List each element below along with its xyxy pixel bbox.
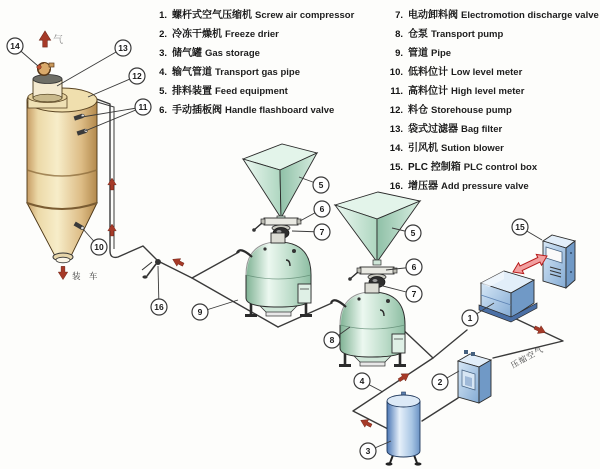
legend-item-en: Transport gas pipe: [215, 67, 300, 78]
callout-10: [83, 229, 107, 255]
legend-item-en: Storehouse pump: [431, 105, 512, 116]
freeze-drier: [458, 350, 491, 403]
callout-15: [512, 219, 542, 240]
svg-text:12: 12: [132, 71, 142, 81]
legend-item-en: Add pressure valve: [441, 181, 529, 192]
svg-text:5: 5: [318, 180, 324, 190]
flow-arrow-compressed-air: [533, 324, 547, 337]
svg-text:9: 9: [197, 307, 203, 317]
callout-13: [57, 40, 131, 86]
callout-4: [354, 373, 383, 392]
flow-arrow-conveying: [171, 256, 185, 269]
gas-label: 气: [53, 35, 63, 46]
transport-pump-2: [331, 283, 406, 367]
svg-text:13: 13: [118, 43, 128, 53]
flow-arrow-riser: [108, 224, 117, 236]
screw-air-compressor: [479, 271, 537, 322]
legend-item-number: 4.: [159, 67, 167, 78]
legend-item-en: Sution blower: [441, 143, 504, 154]
callout-2: [432, 371, 459, 390]
callout-16: [151, 266, 167, 315]
legend-item-zh: 输气管道: [172, 67, 212, 78]
legend-item-en: Screw air compressor: [255, 10, 355, 21]
legend-item-number: 11.: [390, 86, 403, 97]
legend-item-en: Bag filter: [461, 124, 503, 135]
legend-item-number: 12.: [389, 105, 403, 116]
legend-item-zh: 储气罐: [172, 48, 202, 59]
svg-text:15: 15: [515, 222, 525, 232]
legend-item-zh: 螺杆式空气压缩机: [172, 10, 252, 21]
legend-item-zh: 袋式过滤器: [408, 124, 458, 135]
feed-hopper-1: [243, 144, 317, 221]
pump1-discharge-pipe: [192, 252, 239, 278]
svg-text:4: 4: [359, 376, 365, 386]
svg-text:10: 10: [94, 242, 104, 252]
legend-item-zh: 增压器: [408, 181, 438, 192]
legend-item-zh: PLC 控制箱: [408, 162, 461, 173]
legend-item-en: Feed equipment: [215, 86, 288, 97]
pipes: [94, 98, 563, 429]
callout-5-hopper1: [299, 177, 329, 193]
legend-item-number: 16.: [389, 181, 403, 192]
legend-item-zh: 仓泵: [408, 29, 428, 40]
legend-item-number: 9.: [395, 48, 403, 59]
legend-item-number: 14.: [389, 143, 403, 154]
legend-item-en: Low level meter: [451, 67, 523, 78]
compressed-air-label: 压缩空气: [509, 344, 546, 371]
suction-blower: [37, 63, 54, 76]
flow-arrow-air: [397, 370, 412, 384]
svg-text:7: 7: [411, 289, 417, 299]
legend-item-zh: 电动卸料阀: [408, 10, 458, 21]
callout-14: [7, 38, 38, 66]
legend-item-zh: 手动插板阀: [172, 105, 222, 116]
hopper-neck: [373, 260, 381, 265]
legend-item-number: 8.: [395, 29, 403, 40]
callout-7-hopper1: [292, 224, 330, 240]
legend-item-number: 2.: [159, 29, 167, 40]
legend-item-number: 1.: [159, 10, 167, 21]
svg-text:6: 6: [319, 204, 325, 214]
flow-arrow-discharge: [58, 266, 68, 279]
svg-text:5: 5: [410, 228, 416, 238]
svg-text:2: 2: [437, 377, 443, 387]
svg-text:11: 11: [138, 102, 148, 112]
flow-arrow-riser: [108, 178, 117, 190]
svg-text:6: 6: [411, 262, 417, 272]
callout-12: [88, 68, 145, 97]
legend-item-zh: 料仓: [408, 105, 428, 116]
legend-item-number: 3.: [159, 48, 167, 59]
signal-double-arrow: [513, 254, 547, 273]
legend-item-number: 6.: [159, 105, 167, 116]
legend-item-en: Freeze drier: [225, 29, 279, 40]
svg-text:14: 14: [10, 41, 20, 51]
legend-item-en: PLC control box: [463, 162, 538, 173]
plc-control-box: [543, 235, 575, 288]
legend-item-zh: 冷冻干燥机: [172, 29, 222, 40]
legend-item-zh: 排料装置: [172, 86, 212, 97]
svg-text:16: 16: [154, 302, 164, 312]
air-pipe-drier-to-tank: [422, 398, 458, 421]
gas-storage-tank: [386, 392, 422, 466]
legend-item-zh: 引风机: [408, 143, 438, 154]
legend-item-number: 10.: [389, 67, 403, 78]
svg-text:3: 3: [365, 446, 371, 456]
svg-text:8: 8: [329, 335, 335, 345]
legend-item-number: 5.: [159, 86, 167, 97]
transport-pump-1: [237, 233, 312, 317]
legend-item-en: Gas storage: [205, 48, 260, 59]
legend-item-en: Pipe: [431, 48, 452, 59]
callout-6-hopper1: [300, 201, 330, 221]
legend-item-number: 7.: [395, 10, 403, 21]
legend-item-number: 13.: [389, 124, 403, 135]
callout-9: [192, 300, 238, 320]
callout-3: [360, 441, 391, 459]
load-truck-label: 装 车: [72, 271, 101, 281]
legend-item-zh: 低料位计: [408, 67, 448, 78]
legend-item-zh: 高料位计: [408, 86, 448, 97]
legend-item-en: Electromotion discharge valve: [461, 10, 599, 21]
legend-item-number: 15.: [389, 162, 403, 173]
flow-arrow-up-exhaust: [39, 31, 51, 47]
silo-cone: [27, 203, 97, 258]
svg-text:1: 1: [467, 313, 473, 323]
legend-item-en: Transport pump: [431, 29, 504, 40]
legend-item-zh: 管道: [408, 48, 428, 59]
svg-text:7: 7: [319, 227, 325, 237]
legend-item-en: Handle flashboard valve: [225, 105, 335, 116]
callout-1: [462, 303, 494, 326]
legend-item-en: High level meter: [451, 86, 525, 97]
